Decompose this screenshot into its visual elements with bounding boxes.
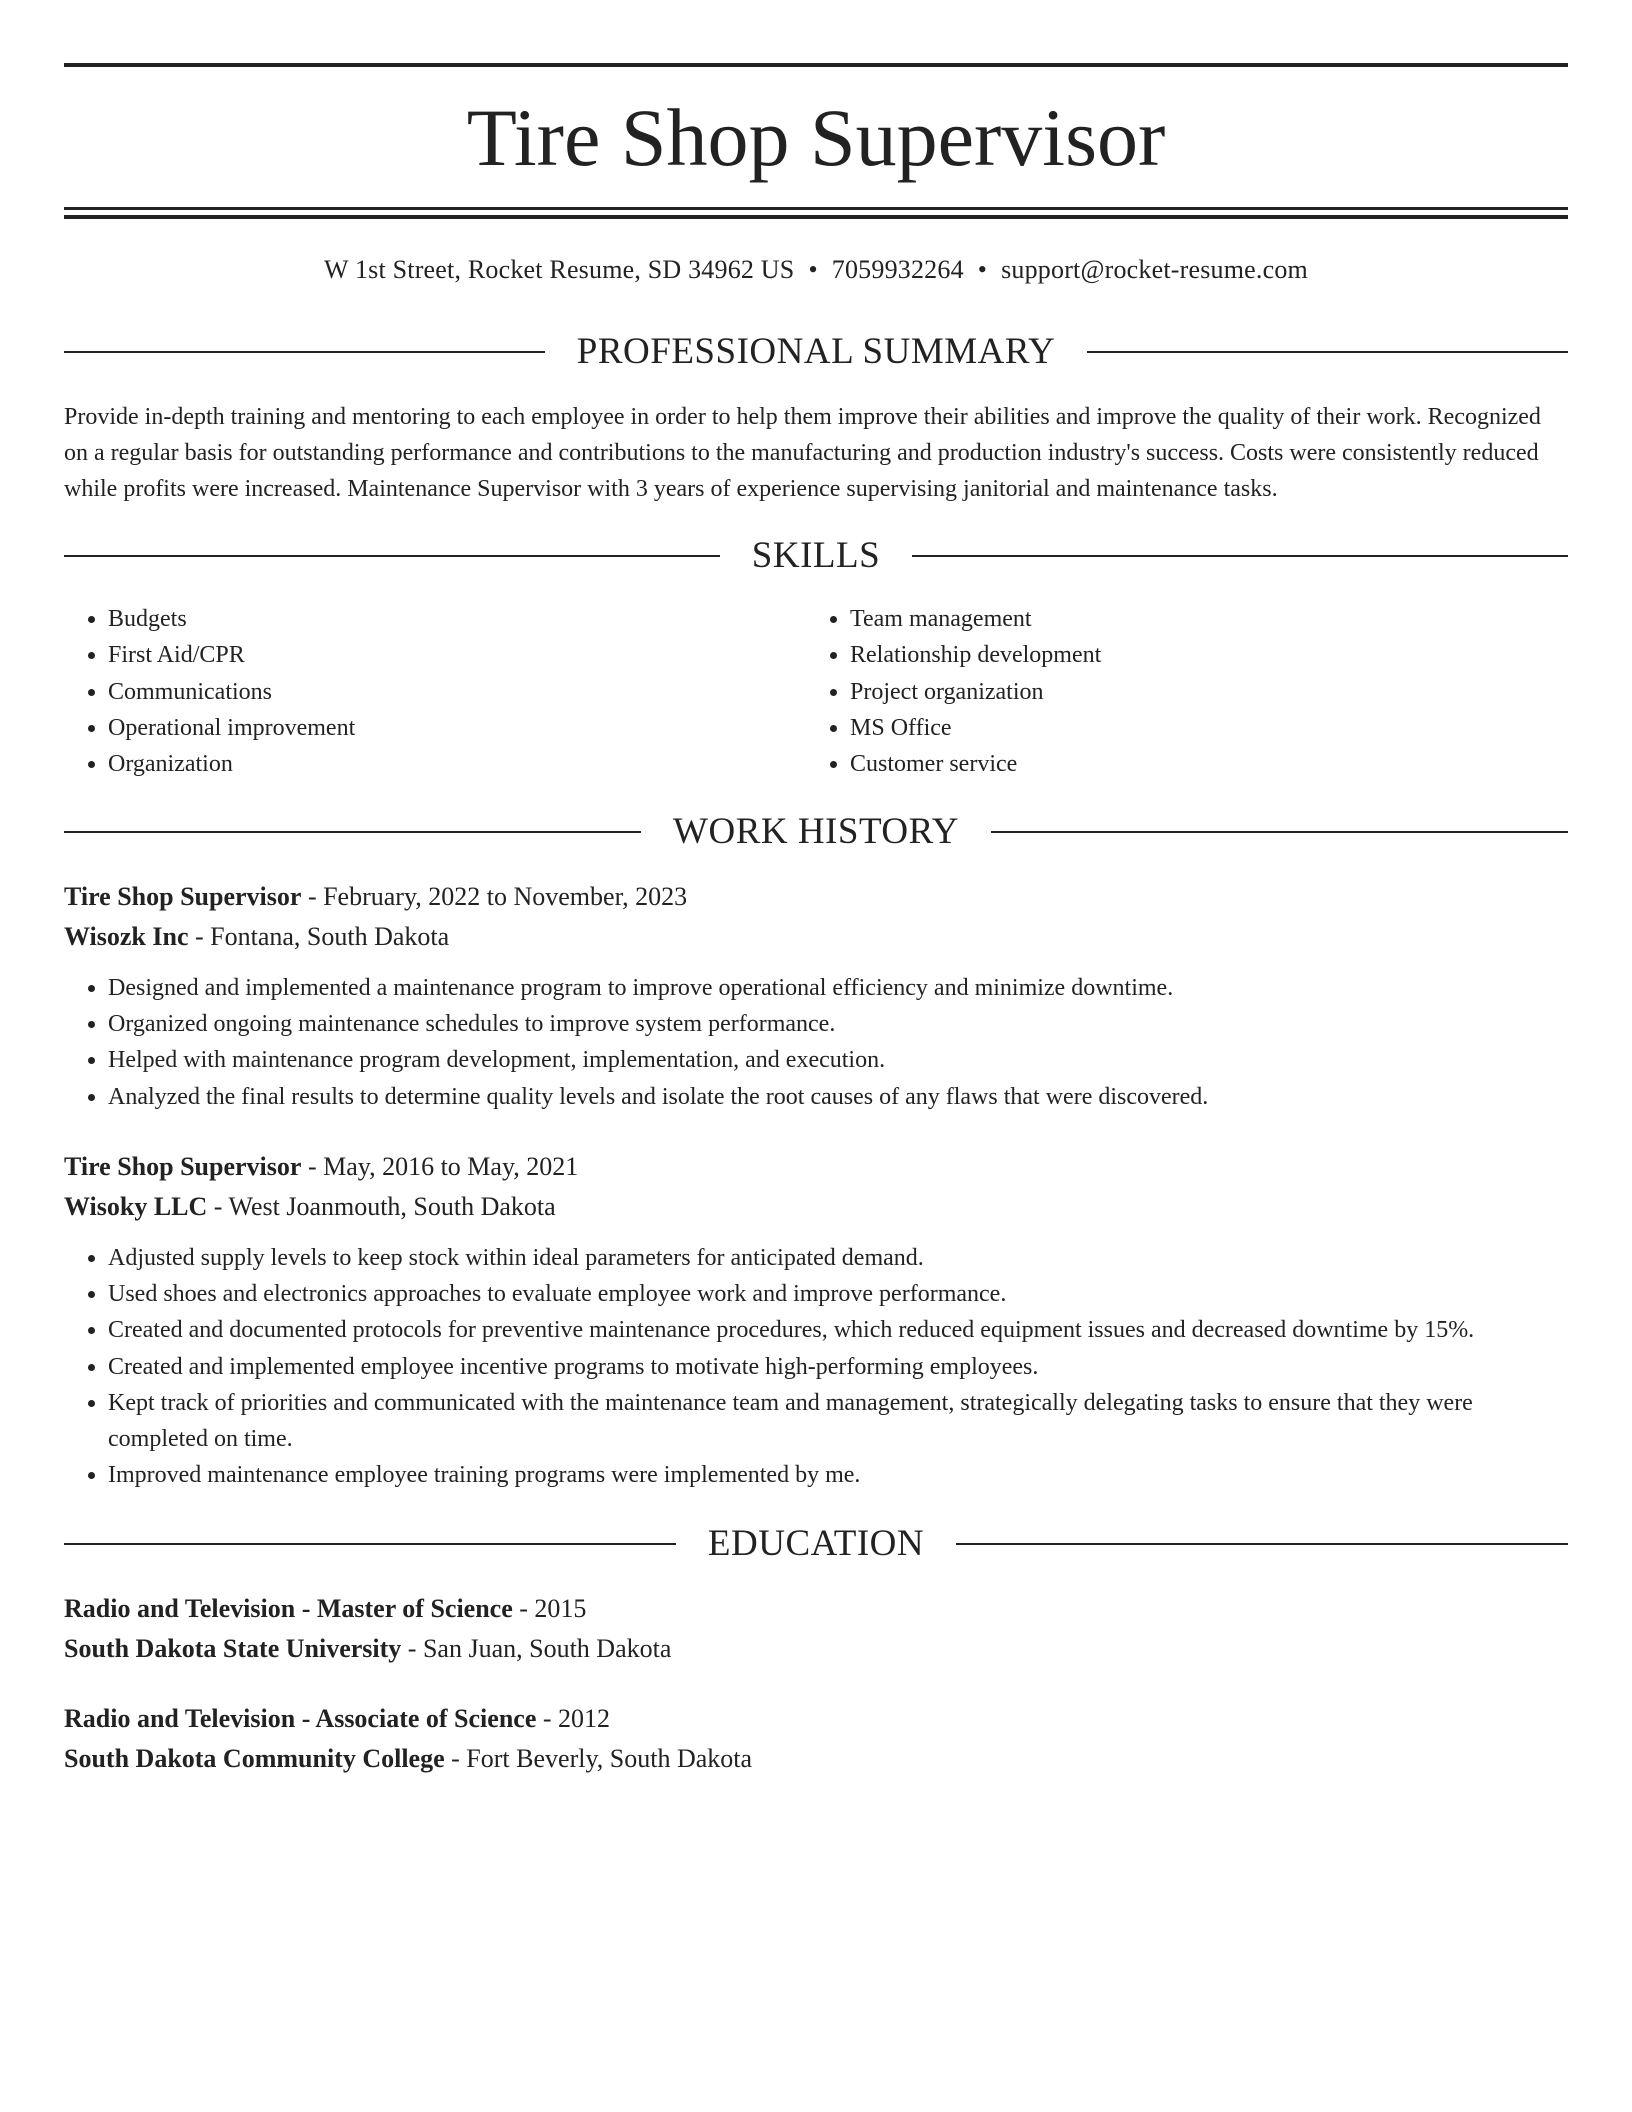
job-bullets bbox=[64, 1240, 1568, 1493]
job-bullet: • Helped with maintenance program development, implementation, and execution. bbox=[108, 1042, 1568, 1078]
school: South Dakota State University bbox=[64, 1634, 402, 1663]
education-heading bbox=[64, 1519, 1568, 1569]
heading-rule-right bbox=[991, 831, 1568, 833]
resume-name: Tire Shop Supervisor bbox=[466, 92, 1166, 183]
job-dates: - May, 2016 to May, 2021 bbox=[301, 1152, 579, 1181]
contact-address: W 1st Street, Rocket Resume, SD 34962 US bbox=[324, 255, 795, 284]
heading-rule-left bbox=[64, 1543, 676, 1545]
school-location: - San Juan, South Dakota bbox=[401, 1634, 672, 1663]
skill-item: • Relationship development bbox=[850, 637, 1568, 673]
heading-rule-left bbox=[64, 555, 720, 557]
job-title: Tire Shop Supervisor bbox=[64, 882, 302, 911]
contact-phone: 7059932264 bbox=[831, 255, 964, 284]
school-location: - Fort Beverly, South Dakota bbox=[444, 1744, 753, 1773]
skills-heading bbox=[64, 531, 1568, 581]
skill-item: • Customer service bbox=[850, 746, 1568, 782]
heading-rule-right bbox=[1087, 351, 1568, 353]
skill-item: • Operational improvement bbox=[108, 710, 806, 746]
summary-text: Provide in-depth training and mentoring to each employee in order to help them improve their abilities and improve the quality of their work. Recognized on a regular basis for outstanding performance and contributions to the manufacturing and production industry's success. Costs were consistently reduced while profits were increased. Maintenance Supervisor with 3 years of experience supervising janitorial and maintenance tasks. bbox=[64, 404, 1541, 502]
heading-rule-right bbox=[912, 555, 1568, 557]
job-dates: - February, 2022 to November, 2023 bbox=[301, 882, 688, 911]
contact-separator: • bbox=[808, 255, 818, 284]
degree-year: - 2012 bbox=[536, 1704, 611, 1733]
header-top-rule bbox=[64, 63, 1568, 67]
heading-rule-left bbox=[64, 351, 545, 353]
contact-separator: • bbox=[977, 255, 988, 284]
job-bullet: • Designed and implemented a maintenance program to improve operational efficiency and minimize downtime. bbox=[108, 970, 1568, 1006]
heading-rule-left bbox=[64, 831, 641, 833]
contact-email: support@rocket-resume.com bbox=[1001, 255, 1308, 284]
education-title: EDUCATION bbox=[707, 1523, 925, 1564]
heading-rule-right bbox=[956, 1543, 1568, 1545]
job-location: - West Joanmouth, South Dakota bbox=[207, 1192, 556, 1221]
work-heading bbox=[64, 807, 1568, 857]
job-bullet: • Improved maintenance employee training programs were implemented by me. bbox=[108, 1457, 1568, 1493]
job-bullets bbox=[64, 970, 1568, 1115]
job-company-line bbox=[64, 1187, 1568, 1227]
degree: Radio and Television - Associate of Science bbox=[64, 1704, 537, 1733]
job-bullet: • Organized ongoing maintenance schedules to improve system performance. bbox=[108, 1006, 1568, 1042]
job-title-line bbox=[64, 1147, 1568, 1187]
job-company: Wisozk Inc bbox=[64, 922, 189, 951]
skill-item: • Budgets bbox=[108, 601, 806, 637]
summary-heading bbox=[64, 327, 1568, 377]
degree-line bbox=[64, 1699, 1568, 1739]
skill-item: • Organization bbox=[108, 746, 806, 782]
school: South Dakota Community College bbox=[64, 1744, 445, 1773]
skills-list bbox=[64, 601, 1568, 782]
skill-item: • MS Office bbox=[850, 710, 1568, 746]
skills-column-left bbox=[64, 601, 806, 782]
skills-title: SKILLS bbox=[751, 535, 881, 576]
skill-item: • First Aid/CPR bbox=[108, 637, 806, 673]
header-bottom-rule bbox=[64, 207, 1568, 210]
school-line bbox=[64, 1629, 1568, 1669]
job-company-line bbox=[64, 917, 1568, 957]
job-title: Tire Shop Supervisor bbox=[64, 1152, 302, 1181]
job-bullet: • Kept track of priorities and communicated with the maintenance team and management, strategically delegating tasks to ensure that they were completed on time. bbox=[108, 1385, 1568, 1457]
summary-title: PROFESSIONAL SUMMARY bbox=[576, 331, 1056, 372]
skill-item: • Team management bbox=[850, 601, 1568, 637]
job-bullet: • Created and documented protocols for preventive maintenance procedures, which reduced equipment issues and decreased downtime by 15%. bbox=[108, 1312, 1568, 1348]
work-title: WORK HISTORY bbox=[673, 811, 959, 852]
job-title-line bbox=[64, 877, 1568, 917]
school-line bbox=[64, 1739, 1568, 1779]
degree: Radio and Television - Master of Science bbox=[64, 1594, 513, 1623]
degree-year: - 2015 bbox=[512, 1594, 587, 1623]
contact-line bbox=[64, 252, 1568, 288]
job-company: Wisoky LLC bbox=[64, 1192, 208, 1221]
job-bullet: • Created and implemented employee incentive programs to motivate high-performing employees. bbox=[108, 1349, 1568, 1385]
job-bullet: • Used shoes and electronics approaches to evaluate employee work and improve performance. bbox=[108, 1276, 1568, 1312]
header-bottom-rule-thick bbox=[64, 215, 1568, 219]
job-bullet: • Analyzed the final results to determine quality levels and isolate the root causes of any flaws that were discovered. bbox=[108, 1079, 1568, 1115]
degree-line bbox=[64, 1589, 1568, 1629]
job-location: - Fontana, South Dakota bbox=[188, 922, 450, 951]
skill-item: • Project organization bbox=[850, 674, 1568, 710]
job-bullet: • Adjusted supply levels to keep stock within ideal parameters for anticipated demand. bbox=[108, 1240, 1568, 1276]
skills-column-right bbox=[806, 601, 1568, 782]
skill-item: • Communications bbox=[108, 674, 806, 710]
